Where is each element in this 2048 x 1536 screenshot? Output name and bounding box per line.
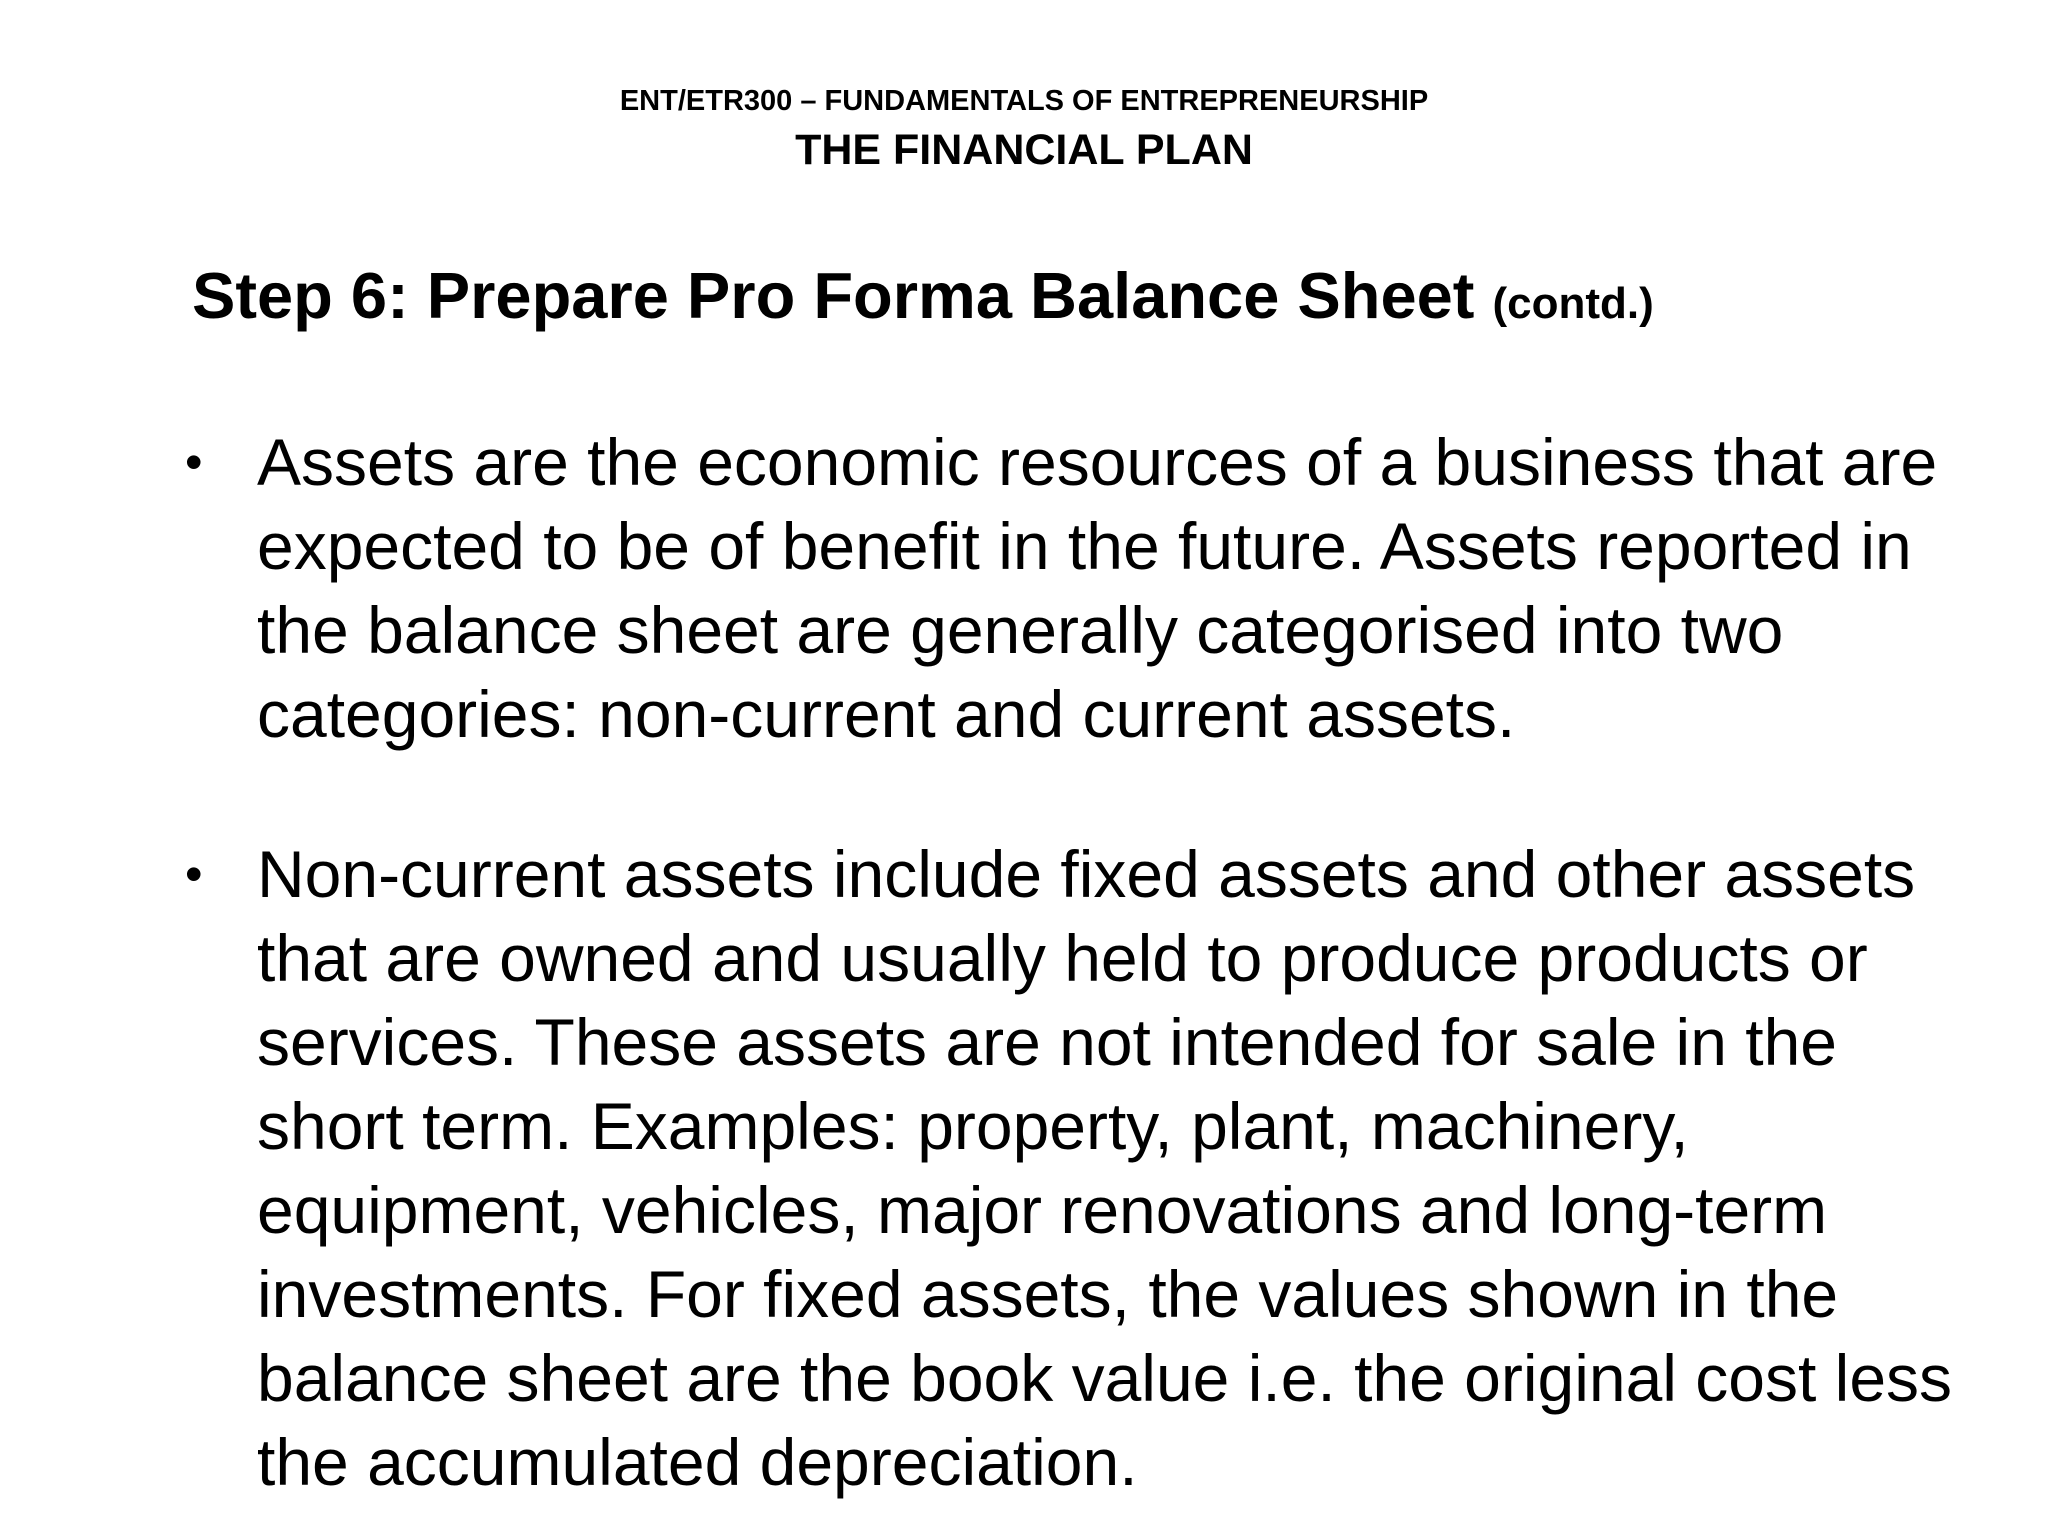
- step-contd-label: (contd.): [1492, 279, 1654, 328]
- topic-title: THE FINANCIAL PLAN: [795, 126, 1253, 174]
- bullet-marker: •: [185, 434, 203, 490]
- bullet-text: Assets are the economic resources of a business that are expected to be of benefit in the future. Assets reported in the balance sheet are generally categorised into two categories: non-current and current assets.: [257, 425, 1938, 751]
- bullet-marker: •: [185, 846, 203, 902]
- course-title: ENT/ETR300 – FUNDAMENTALS OF ENTREPRENEURSHIP: [619, 85, 1429, 117]
- bullet-text: Non-current assets include fixed assets and other assets that are owned and usually held to produce products or services. These assets are not intended for sale in the short term. Examples: property, plant, machinery, equipment, vehicles, major renovations and long-term investments. For fixed assets, the values shown in the balance sheet are the book value i.e. the original cost less the accumulated depreciation.: [257, 837, 1953, 1499]
- step-title: Step 6: Prepare Pro Forma Balance Sheet: [192, 259, 1475, 332]
- step-heading: [192, 258, 1654, 342]
